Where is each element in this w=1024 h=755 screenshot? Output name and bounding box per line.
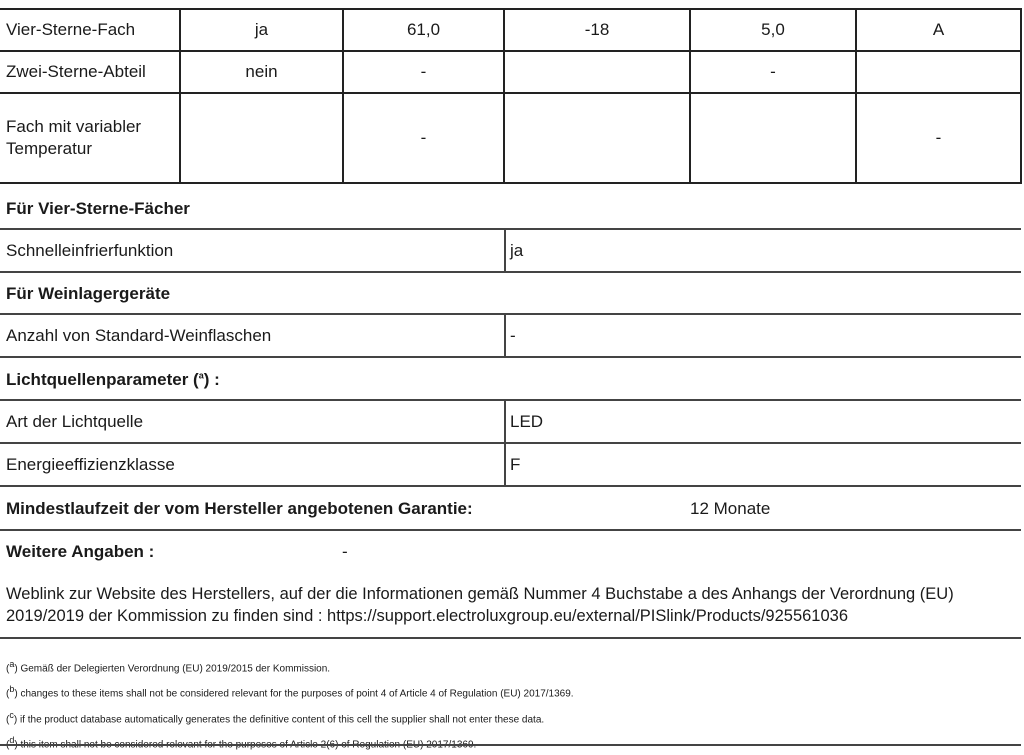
row-value: ja [504,230,523,271]
table-cell: nein [180,51,343,93]
compartment-name: Fach mit variabler Temperatur [0,93,180,183]
footnotes [6,654,574,755]
footnote: ($^a$) Gemäß der Delegierten Verordnung (EU) 2019/2015 der Kommission. [6,659,331,675]
table-cell: A [856,9,1021,51]
row-label: Schnelleinfrierfunktion [6,241,174,260]
light-section [0,358,1021,401]
further-info-label: Weitere Angaben : [6,542,155,561]
further-info-row [0,531,1021,571]
table-cell: 61,0 [343,9,504,51]
further-info-value: - [342,542,348,561]
table-row [0,9,1021,51]
table-cell: 5,0 [690,9,856,51]
footnote: ($^c$) if the product database automatically generates the definitive content of this cell the supplier shall not enter these data. [6,709,545,725]
weblink-text: Weblink zur Website des Herstellers, auf der die Informationen gemäß Nummer 4 Buchstabe a des Anhangs der Verordnung (EU) 2019/2019 der Kommission zu finden sind : https://support.electroluxgroup.eu/external/PISlink/Products/925561036 [6,585,954,625]
row-value: - [504,315,516,356]
table-cell: - [343,51,504,93]
row-label: Anzahl von Standard-Weinflaschen [6,326,272,345]
table-cell: - [690,51,856,93]
table-row [0,315,1021,358]
table-cell [504,93,690,183]
table-cell: - [343,93,504,183]
table-row [0,444,1021,487]
section-heading: Für Vier-Sterne-Fächer [6,199,190,218]
table-row [0,230,1021,273]
row-value: LED [504,401,543,442]
warranty-row [0,487,1021,531]
table-row [0,51,1021,93]
section-heading: Für Weinlagergeräte [6,284,171,303]
section-heading: Lichtquellenparameter ($^a$) : [6,370,220,389]
table-row [0,93,1021,183]
compartment-name: Vier-Sterne-Fach [0,9,180,51]
table-cell [504,51,690,93]
footnote: ($^b$) changes to these items shall not be considered relevant for the purposes of point 4 of Article 4 of Regulation (EU) 2017/1369. [6,684,574,700]
table-cell: - [856,93,1021,183]
wine-section [0,273,1021,315]
warranty-label: Mindestlaufzeit der vom Hersteller angebotenen Garantie: [6,499,473,518]
four-star-section [0,188,1021,230]
divider [0,744,1021,746]
footnote: ($^d$) this item shall not be considered relevant for the purposes of Article 2(6) of Regulation (EU) 2017/1369. [6,734,477,751]
table-cell [180,93,343,183]
divider [0,637,1021,639]
row-label: Energieeffizienzklasse [6,455,175,474]
table-cell [690,93,856,183]
row-value: F [504,444,520,485]
warranty-value: 12 Monate [690,499,771,518]
table-cell [856,51,1021,93]
compartment-name: Zwei-Sterne-Abteil [0,51,180,93]
table-row [0,401,1021,444]
row-label: Art der Lichtquelle [6,412,144,431]
compartment-table [0,8,1022,184]
table-cell: -18 [504,9,690,51]
table-cell: ja [180,9,343,51]
